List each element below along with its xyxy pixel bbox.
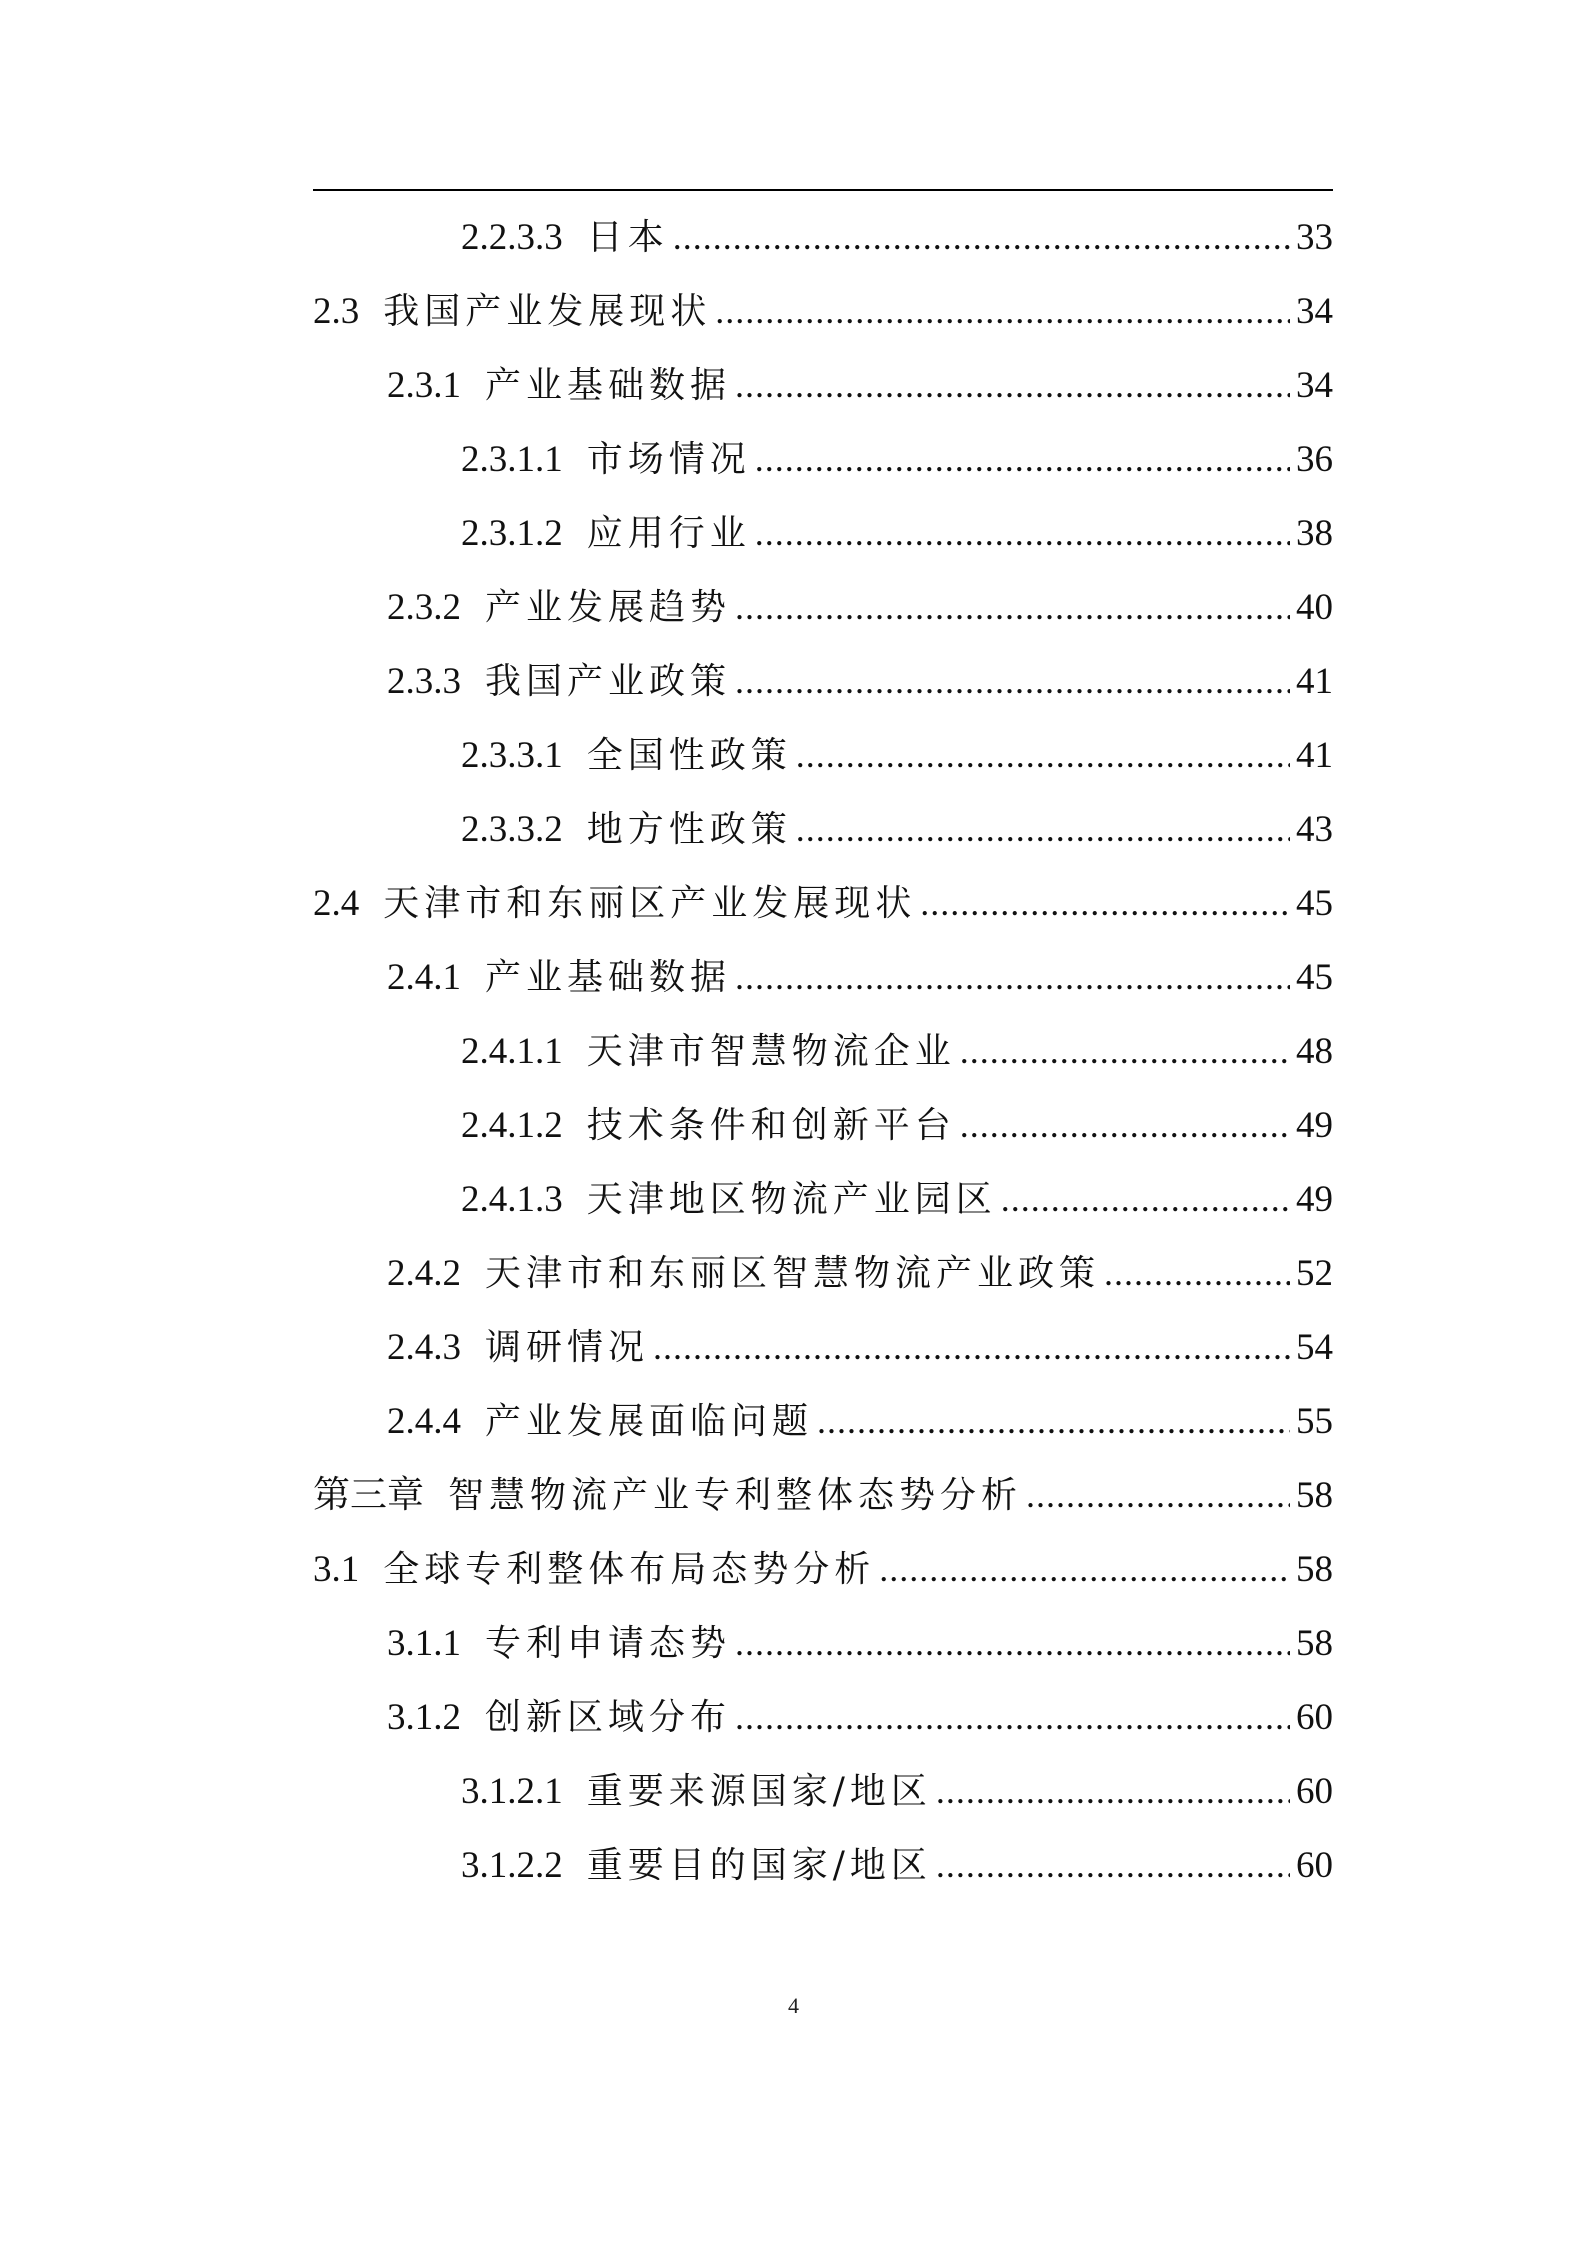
toc-entry-title: 天津市和东丽区产业发展现状 [383,883,917,924]
toc-entry-title: 产业基础数据 [485,365,732,406]
toc-entry-title: 地方性政策 [586,809,792,850]
toc-dot-leader [673,200,1290,274]
toc-entry-page: 41 [1296,735,1333,776]
toc-entry-page: 52 [1296,1253,1333,1294]
toc-entry-page: 33 [1296,217,1333,258]
toc-entry-number: 2.3.3.1 [461,735,563,776]
toc-entry[interactable] [313,1828,1333,1902]
toc-entry-page: 43 [1296,809,1333,850]
toc-entry-title: 专利申请态势 [485,1623,732,1664]
toc-dot-leader [735,1680,1290,1754]
toc-entry-title: 产业基础数据 [485,957,732,998]
toc-entry[interactable] [313,348,1333,422]
toc-entry[interactable] [313,940,1333,1014]
toc-dot-leader [879,1532,1290,1606]
toc-entry-number: 3.1.2.2 [461,1845,563,1886]
toc-entry[interactable] [313,274,1333,348]
toc-entry-title: 应用行业 [586,513,751,554]
toc-entry-page: 58 [1296,1623,1333,1664]
toc-entry-title: 产业发展面临问题 [485,1401,814,1442]
toc-entry-number: 2.4.4 [387,1401,461,1442]
toc-entry-page: 55 [1296,1401,1333,1442]
toc-entry-number: 2.4.1.3 [461,1179,563,1220]
toc-entry-title: 智慧物流产业专利整体态势分析 [448,1475,1023,1516]
toc-dot-leader [817,1384,1290,1458]
toc-entry[interactable] [313,1680,1333,1754]
toc-entry[interactable] [313,200,1333,274]
toc-entry[interactable] [313,866,1333,940]
toc-entry-number: 3.1.1 [387,1623,461,1664]
toc-entry-number: 2.3.1 [387,365,461,406]
toc-entry[interactable] [313,570,1333,644]
toc-entry[interactable] [313,1088,1333,1162]
toc-entry-title: 全国性政策 [586,735,792,776]
toc-entry-page: 41 [1296,661,1333,702]
toc-entry[interactable] [313,718,1333,792]
toc-entry[interactable] [313,1384,1333,1458]
toc-entry[interactable] [313,644,1333,718]
toc-entry[interactable] [313,1458,1333,1532]
toc-entry-page: 45 [1296,883,1333,924]
toc-entry[interactable] [313,1014,1333,1088]
toc-entry-page: 58 [1296,1549,1333,1590]
toc-entry-number: 2.4.3 [387,1327,461,1368]
toc-entry-title: 技术条件和创新平台 [586,1105,956,1146]
toc-entry-title: 重要来源国家/地区 [586,1771,932,1812]
toc-entry-number: 3.1 [313,1549,360,1590]
toc-dot-leader [960,1014,1290,1088]
toc-dot-leader [936,1754,1290,1828]
toc-entry-title: 我国产业发展现状 [383,291,712,332]
toc-entry-number: 2.3.1.1 [461,439,563,480]
toc-entry-page: 36 [1296,439,1333,480]
toc-entry[interactable] [313,1162,1333,1236]
toc-entry-page: 60 [1296,1697,1333,1738]
header-rule [313,189,1333,191]
toc-dot-leader [735,644,1290,718]
toc-entry[interactable] [313,1606,1333,1680]
toc-entry-number: 3.1.2.1 [461,1771,563,1812]
toc-dot-leader [735,940,1290,1014]
toc-dot-leader [796,792,1290,866]
toc-entry-page: 49 [1296,1105,1333,1146]
toc-entry-number: 2.4.1.1 [461,1031,563,1072]
toc-entry-title: 全球专利整体布局态势分析 [383,1549,876,1590]
toc-entry-title: 创新区域分布 [485,1697,732,1738]
toc-entry-title: 我国产业政策 [485,661,732,702]
toc-entry-number: 3.1.2 [387,1697,461,1738]
toc-dot-leader [960,1088,1290,1162]
toc-entry-number: 2.4.2 [387,1253,461,1294]
toc-entry-page: 54 [1296,1327,1333,1368]
toc-entry-title: 重要目的国家/地区 [586,1845,932,1886]
toc-entry-title: 天津市智慧物流企业 [586,1031,956,1072]
toc-entry-title: 调研情况 [485,1327,650,1368]
toc-entry-number: 第三章 [313,1475,424,1516]
toc-entry[interactable] [313,1754,1333,1828]
toc-entry-page: 60 [1296,1771,1333,1812]
toc-entry-number: 2.3.3 [387,661,461,702]
toc-entry-title: 产业发展趋势 [485,587,732,628]
toc-entry[interactable] [313,792,1333,866]
toc-dot-leader [755,422,1290,496]
toc-entry-number: 2.2.3.3 [461,217,563,258]
toc-dot-leader [920,866,1290,940]
toc-entry-number: 2.3.1.2 [461,513,563,554]
toc-entry-page: 34 [1296,365,1333,406]
toc-entry-page: 60 [1296,1845,1333,1886]
toc-entry-number: 2.3.3.2 [461,809,563,850]
toc-entry-title: 天津市和东丽区智慧物流产业政策 [485,1253,1101,1294]
toc-dot-leader [715,274,1290,348]
toc-dot-leader [1104,1236,1290,1310]
toc-dot-leader [1001,1162,1290,1236]
toc-dot-leader [796,718,1290,792]
toc-dot-leader [653,1310,1290,1384]
toc-entry-page: 58 [1296,1475,1333,1516]
toc-entry-title: 天津地区物流产业园区 [586,1179,997,1220]
toc-dot-leader [735,1606,1290,1680]
toc-entry-page: 48 [1296,1031,1333,1072]
toc-entry[interactable] [313,496,1333,570]
page-number: 4 [788,1993,799,2018]
toc-entry-title: 日本 [586,217,669,258]
toc-dot-leader [936,1828,1290,1902]
toc-entry-page: 45 [1296,957,1333,998]
toc-entry-page: 40 [1296,587,1333,628]
toc-entry[interactable] [313,1532,1333,1606]
toc-entry-number: 2.3 [313,291,360,332]
toc-dot-leader [1026,1458,1290,1532]
toc-dot-leader [755,496,1290,570]
toc-entry[interactable] [313,1310,1333,1384]
toc-dot-leader [735,570,1290,644]
toc-entry[interactable] [313,422,1333,496]
toc-dot-leader [735,348,1290,422]
toc-entry-page: 49 [1296,1179,1333,1220]
toc-entry-page: 38 [1296,513,1333,554]
toc-entry-title: 市场情况 [586,439,751,480]
toc-entry-number: 2.4.1.2 [461,1105,563,1146]
table-of-contents [313,200,1333,1902]
toc-entry[interactable] [313,1236,1333,1310]
toc-entry-number: 2.4 [313,883,360,924]
toc-entry-number: 2.4.1 [387,957,461,998]
toc-entry-number: 2.3.2 [387,587,461,628]
toc-entry-page: 34 [1296,291,1333,332]
